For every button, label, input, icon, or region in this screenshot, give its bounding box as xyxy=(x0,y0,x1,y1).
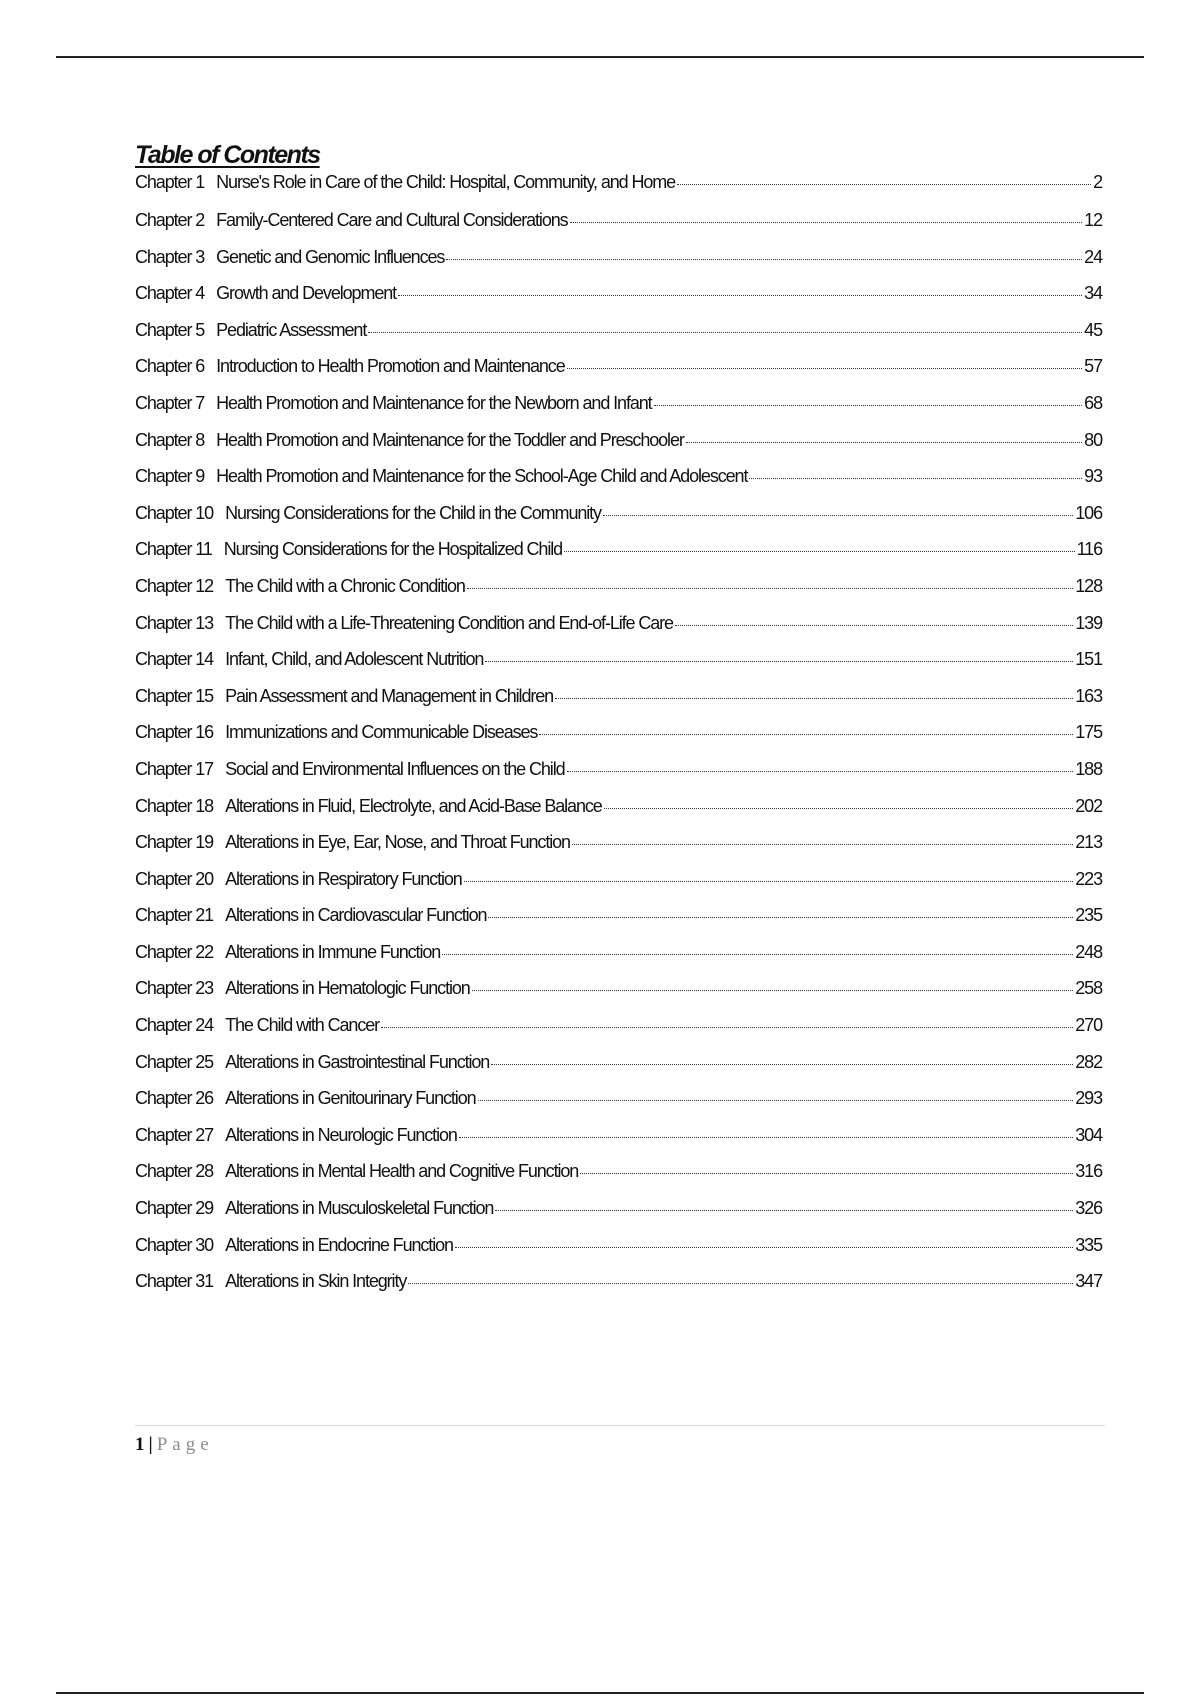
toc-entry-title: Alterations in Eye, Ear, Nose, and Throat Function xyxy=(225,832,570,853)
toc-entry-title: Alterations in Endocrine Function xyxy=(225,1234,453,1255)
toc-entry-chapter: Chapter 4 xyxy=(135,283,205,304)
toc-entry-page-number: 304 xyxy=(1075,1124,1102,1145)
toc-entry[interactable] xyxy=(135,613,1102,650)
toc-entry-title: The Child with a Chronic Condition xyxy=(225,575,465,596)
toc-entry[interactable] xyxy=(135,722,1102,759)
toc-entry[interactable] xyxy=(135,686,1102,723)
toc-entry-leader xyxy=(604,808,1074,809)
toc-entry[interactable] xyxy=(135,356,1102,393)
toc-entry-page-number: 175 xyxy=(1075,722,1102,743)
toc-entry-chapter: Chapter 26 xyxy=(135,1088,214,1109)
toc-entry[interactable] xyxy=(135,1198,1102,1235)
toc-entry-title: Genetic and Genomic Influences xyxy=(216,246,445,267)
toc-entry-chapter: Chapter 24 xyxy=(135,1015,214,1036)
toc-entry-leader xyxy=(485,661,1073,662)
toc-entry-title: Alterations in Neurologic Function xyxy=(225,1124,457,1145)
toc-entry-page-number: 213 xyxy=(1075,832,1102,853)
toc-entry-leader xyxy=(455,1247,1073,1248)
toc-entry-leader xyxy=(408,1283,1073,1284)
toc-entry-page-number: 68 xyxy=(1084,392,1102,413)
toc-entry-chapter: Chapter 8 xyxy=(135,429,205,450)
toc-entry-chapter: Chapter 9 xyxy=(135,466,205,487)
toc-entry-title: Family-Centered Care and Cultural Considerations xyxy=(216,210,568,230)
toc-entry-page-number: 335 xyxy=(1075,1234,1102,1255)
toc-entry-chapter: Chapter 14 xyxy=(135,649,214,670)
toc-entry-title: Social and Environmental Influences on the Child xyxy=(225,758,565,779)
toc-entry-chapter: Chapter 22 xyxy=(135,941,214,962)
toc-entry[interactable] xyxy=(135,978,1102,1015)
toc-entry-title: Nursing Considerations for the Hospitalized Child xyxy=(223,539,563,560)
toc-entry-title: Alterations in Immune Function xyxy=(225,941,441,962)
toc-entry-title: Alterations in Mental Health and Cognitive Function xyxy=(225,1161,579,1182)
toc-entry-chapter: Chapter 29 xyxy=(135,1198,214,1219)
toc-entry-title: The Child with a Life-Threatening Condition and End-of-Life Care xyxy=(225,612,673,633)
toc-entry-leader xyxy=(491,1064,1073,1065)
header-rule xyxy=(56,56,1144,58)
toc-entry-page-number: 223 xyxy=(1075,868,1102,889)
toc-list xyxy=(135,172,1102,1308)
footer-separator: | xyxy=(148,1434,153,1455)
toc-entry-title: Alterations in Genitourinary Function xyxy=(225,1088,476,1109)
toc-entry-title: Growth and Development xyxy=(216,283,397,304)
toc-entry-leader xyxy=(442,954,1073,955)
toc-entry-page-number: 45 xyxy=(1084,319,1102,340)
toc-entry-leader xyxy=(467,588,1073,589)
toc-entry[interactable] xyxy=(135,1235,1102,1272)
toc-entry-leader xyxy=(580,1173,1073,1174)
toc-entry-leader xyxy=(572,844,1073,845)
toc-entry-title: Alterations in Cardiovascular Function xyxy=(225,905,487,926)
toc-entry-title: Alterations in Respiratory Function xyxy=(225,868,462,889)
toc-entry-chapter: Chapter 12 xyxy=(135,575,214,596)
toc-entry-title: Immunizations and Communicable Diseases xyxy=(225,722,538,743)
toc-entry-chapter: Chapter 20 xyxy=(135,868,214,889)
toc-entry[interactable] xyxy=(135,1088,1102,1125)
toc-entry-page-number: 2 xyxy=(1093,172,1102,192)
toc-entry[interactable] xyxy=(135,832,1102,869)
toc-entry-chapter: Chapter 28 xyxy=(135,1161,214,1182)
toc-entry-page-number: 188 xyxy=(1075,758,1102,779)
toc-entry-page-number: 106 xyxy=(1075,502,1102,523)
toc-entry-title: Alterations in Gastrointestinal Function xyxy=(225,1051,490,1072)
toc-entry-chapter: Chapter 7 xyxy=(135,392,205,413)
toc-entry-chapter: Chapter 17 xyxy=(135,758,214,779)
footer-page-number: 1 xyxy=(135,1434,145,1455)
toc-entry-title: Introduction to Health Promotion and Maintenance xyxy=(216,356,565,377)
toc-entry[interactable] xyxy=(135,649,1102,686)
toc-entry-page-number: 326 xyxy=(1075,1198,1102,1219)
toc-entry-page-number: 163 xyxy=(1075,685,1102,706)
toc-entry-chapter: Chapter 15 xyxy=(135,685,214,706)
toc-entry-leader xyxy=(570,222,1083,223)
toc-entry-page-number: 347 xyxy=(1075,1271,1102,1292)
toc-entry-title: Health Promotion and Maintenance for the Newborn and Infant xyxy=(216,392,652,413)
toc-entry-chapter: Chapter 25 xyxy=(135,1051,214,1072)
toc-entry-page-number: 316 xyxy=(1075,1161,1102,1182)
toc-entry-leader xyxy=(555,698,1073,699)
toc-entry-leader xyxy=(478,1100,1074,1101)
toc-entry[interactable] xyxy=(135,1015,1102,1052)
toc-entry[interactable] xyxy=(135,905,1102,942)
toc-entry-title: Nurse's Role in Care of the Child: Hospital, Community, and Home xyxy=(216,172,676,192)
toc-entry-title: The Child with Cancer xyxy=(225,1015,380,1036)
toc-entry[interactable] xyxy=(135,393,1102,430)
toc-entry-page-number: 34 xyxy=(1084,283,1102,304)
toc-entry[interactable] xyxy=(135,320,1102,357)
toc-entry-page-number: 24 xyxy=(1084,246,1102,267)
toc-entry-leader xyxy=(686,442,1082,443)
footer-rule xyxy=(135,1425,1105,1426)
toc-entry-page-number: 151 xyxy=(1075,649,1102,670)
toc-entry-title: Alterations in Fluid, Electrolyte, and Acid-Base Balance xyxy=(225,795,602,816)
toc-entry-leader xyxy=(446,259,1082,260)
toc-entry-chapter: Chapter 16 xyxy=(135,722,214,743)
toc-entry-leader xyxy=(381,1027,1073,1028)
footer-page-indicator xyxy=(135,1434,1105,1456)
toc-entry-leader xyxy=(539,734,1073,735)
toc-entry-leader xyxy=(488,917,1073,918)
toc-entry-leader xyxy=(495,1210,1073,1211)
toc-entry[interactable] xyxy=(135,247,1102,284)
toc-entry-chapter: Chapter 3 xyxy=(135,246,205,267)
toc-entry-chapter: Chapter 2 xyxy=(135,210,205,230)
toc-entry-leader xyxy=(603,515,1073,516)
table-of-contents xyxy=(135,138,1102,1308)
toc-entry-leader xyxy=(567,368,1083,369)
footer-page-label: Page xyxy=(156,1434,214,1455)
toc-entry-title: Pediatric Assessment xyxy=(216,319,367,340)
toc-title: Table of Contents xyxy=(135,141,320,169)
toc-entry[interactable] xyxy=(135,503,1102,540)
toc-entry-chapter: Chapter 1 xyxy=(135,172,205,192)
toc-entry-chapter: Chapter 18 xyxy=(135,795,214,816)
toc-entry-leader xyxy=(472,990,1074,991)
toc-entry-page-number: 80 xyxy=(1084,429,1102,450)
page-footer xyxy=(135,1425,1105,1456)
toc-entry-page-number: 282 xyxy=(1075,1051,1102,1072)
toc-entry-page-number: 57 xyxy=(1084,356,1102,377)
toc-entry-chapter: Chapter 5 xyxy=(135,319,205,340)
toc-entry-chapter: Chapter 30 xyxy=(135,1234,214,1255)
toc-entry[interactable] xyxy=(135,576,1102,613)
toc-entry-title: Alterations in Skin Integrity xyxy=(225,1271,407,1292)
toc-entry[interactable] xyxy=(135,539,1102,576)
toc-entry-title: Alterations in Hematologic Function xyxy=(225,978,470,999)
toc-entry-page-number: 139 xyxy=(1075,612,1102,633)
toc-entry-leader xyxy=(398,295,1082,296)
toc-entry-leader xyxy=(749,478,1082,479)
toc-entry-leader xyxy=(675,625,1073,626)
toc-entry[interactable] xyxy=(135,1052,1102,1089)
toc-entry-leader xyxy=(677,184,1091,185)
toc-entry-page-number: 258 xyxy=(1075,978,1102,999)
toc-entry-chapter: Chapter 6 xyxy=(135,356,205,377)
toc-entry-chapter: Chapter 19 xyxy=(135,832,214,853)
toc-entry[interactable] xyxy=(135,759,1102,796)
toc-entry-leader xyxy=(564,551,1075,552)
toc-entry[interactable] xyxy=(135,796,1102,833)
toc-entry-chapter: Chapter 21 xyxy=(135,905,214,926)
toc-entry-title: Alterations in Musculoskeletal Function xyxy=(225,1198,494,1219)
toc-entry-title: Health Promotion and Maintenance for the Toddler and Preschooler xyxy=(216,429,684,450)
toc-entry-page-number: 93 xyxy=(1084,466,1102,487)
toc-entry-leader xyxy=(654,405,1083,406)
toc-entry-chapter: Chapter 11 xyxy=(135,539,212,560)
toc-entry[interactable] xyxy=(135,869,1102,906)
toc-entry[interactable] xyxy=(135,1125,1102,1162)
toc-entry-page-number: 202 xyxy=(1075,795,1102,816)
toc-entry-page-number: 12 xyxy=(1084,210,1102,230)
toc-entry-title: Infant, Child, and Adolescent Nutrition xyxy=(225,649,484,670)
toc-entry-page-number: 128 xyxy=(1075,575,1102,596)
toc-entry[interactable] xyxy=(135,942,1102,979)
bottom-rule xyxy=(56,1692,1144,1694)
toc-entry-chapter: Chapter 10 xyxy=(135,502,214,523)
toc-entry[interactable] xyxy=(135,172,1102,210)
toc-entry-page-number: 293 xyxy=(1075,1088,1102,1109)
toc-entry-title: Pain Assessment and Management in Children xyxy=(225,685,554,706)
toc-entry[interactable] xyxy=(135,283,1102,320)
toc-entry-leader xyxy=(464,881,1074,882)
toc-entry-title: Nursing Considerations for the Child in the Community xyxy=(225,502,601,523)
toc-entry[interactable] xyxy=(135,430,1102,467)
toc-entry[interactable] xyxy=(135,1161,1102,1198)
toc-entry-title: Health Promotion and Maintenance for the School-Age Child and Adolescent xyxy=(216,466,748,487)
toc-entry-chapter: Chapter 13 xyxy=(135,612,214,633)
toc-entry-page-number: 248 xyxy=(1075,941,1102,962)
toc-entry-leader xyxy=(368,332,1082,333)
toc-entry-leader xyxy=(459,1137,1073,1138)
toc-entry-leader xyxy=(567,771,1074,772)
toc-entry[interactable] xyxy=(135,210,1102,247)
toc-entry-chapter: Chapter 27 xyxy=(135,1124,214,1145)
toc-entry[interactable] xyxy=(135,466,1102,503)
toc-entry-page-number: 235 xyxy=(1075,905,1102,926)
toc-entry[interactable] xyxy=(135,1271,1102,1308)
toc-entry-chapter: Chapter 23 xyxy=(135,978,214,999)
toc-entry-chapter: Chapter 31 xyxy=(135,1271,214,1292)
toc-entry-page-number: 270 xyxy=(1075,1015,1102,1036)
toc-entry-page-number: 116 xyxy=(1076,539,1102,560)
